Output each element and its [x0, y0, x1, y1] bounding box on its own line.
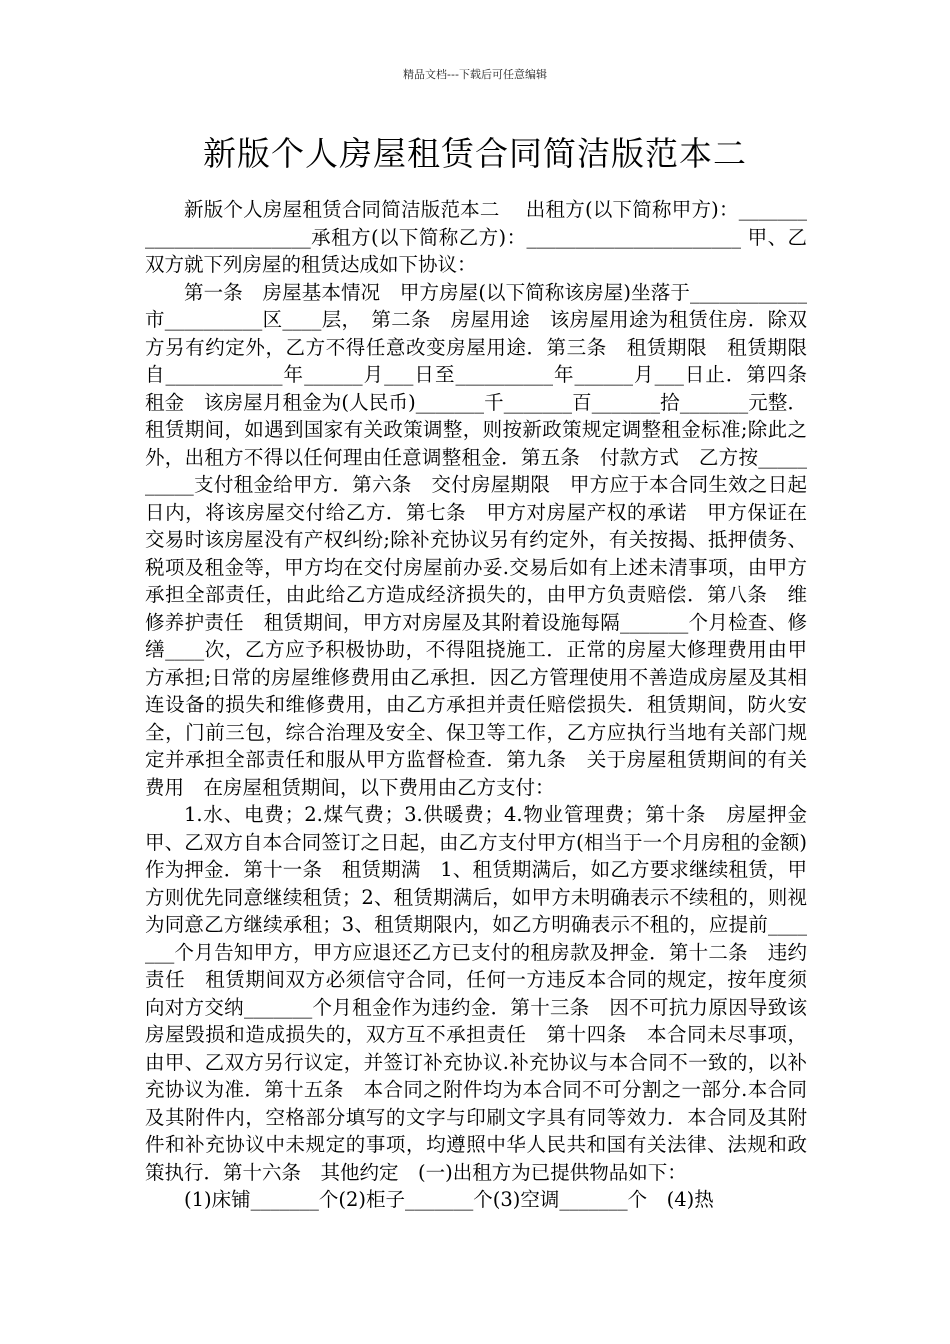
page-header: 精品文档---下载后可任意编辑	[403, 68, 547, 81]
paragraph: 1.水、电费；2.煤气费；3.供暖费；4.物业管理费；第十条 房屋押金 甲、乙双方自本合同签订之日起，由乙方支付甲方(相当于一个月房租的金额)作为押金．第十一条 租赁期满 1、租赁期满后，如乙方要求继续租赁，甲方则优先同意继续租赁；2、租赁期满后，如甲方未明确表示不续租的，则视为同意乙方继续承租；3、租赁期限内，如乙方明确表示不租的，应提前_______个月告知甲方，甲方应退还乙方已支付的租房款及押金．第十二条 违约责任 租赁期间双方必须信守合同，任何一方违反本合同的规定，按年度须向对方交纳_______个月租金作为违约金．第十三条 因不可抗力原因导致该房屋毁损和造成损失的，双方互不承担责任 第十四条 本合同未尽事项，由甲、乙双方另行议定，并签订补充协议.补充协议与本合同不一致的，以补充协议为准．第十五条 本合同之附件均为本合同不可分割之一部分.本合同及其附件内，空格部分填写的文字与印刷文字具有同等效力．本合同及其附件和补充协议中未规定的事项，均遵照中华人民共和国有关法律、法规和政策执行．第十六条 其他约定 (一)出租方为已提供物品如下：	[145, 803, 827, 1184]
paragraph: 第一条 房屋基本情况 甲方房屋(以下简称该房屋)坐落于____________市__________区____层， 第二条 房屋用途 该房屋用途为租赁住房．除双方另有约定外，乙方不得任意改变房屋用途．第三条 租赁期限 租赁期限自____________年______月___日至__________年______月___日止．第四条 租金 该房屋月租金为(人民币)_______千_______百_______拾_______元整．租赁期间，如遇到国家有关政策调整，则按新政策规定调整租金标准;除此之外，出租方不得以任何理由任意调整租金．第五条 付款方式 乙方按__________支付租金给甲方．第六条 交付房屋期限 甲方应于本合同生效之日起日内，将该房屋交付给乙方．第七条 甲方对房屋产权的承诺 甲方保证在交易时该房屋没有产权纠纷;除补充协议另有约定外，有关按揭、抵押债务、税项及租金等，甲方均在交付房屋前办妥.交易后如有上述未清事项，由甲方承担全部责任，由此给乙方造成经济损失的，由甲方负责赔偿．第八条 维修养护责任 租赁期间，甲方对房屋及其附着设施每隔_______个月检查、修缮____次，乙方应予积极协助，不得阻挠施工．正常的房屋大修理费用由甲方承担;日常的房屋维修费用由乙承担．因乙方管理使用不善造成房屋及其相连设备的损失和维修费用，由乙方承担并责任赔偿损失．租赁期间，防火安全，门前三包，综合治理及安全、保卫等工作，乙方应执行当地有关部门规定并承担全部责任和服从甲方监督检查．第九条 关于房屋租赁期间的有关费用 在房屋租赁期间，以下费用由乙方支付：	[145, 280, 827, 799]
paragraph: 新版个人房屋租赁合同简洁版范本二 出租方(以下简称甲方)：________________________承租方(以下简称乙方)：______________________ 甲、乙双方就下列房屋的租赁达成如下协议：	[145, 198, 807, 276]
document-title: 新版个人房屋租赁合同简洁版范本二	[203, 134, 747, 173]
document-body	[145, 196, 827, 1214]
paragraph: (1)床铺_______个(2)柜子_______个(3)空调_______个 (4)热	[184, 1188, 714, 1211]
